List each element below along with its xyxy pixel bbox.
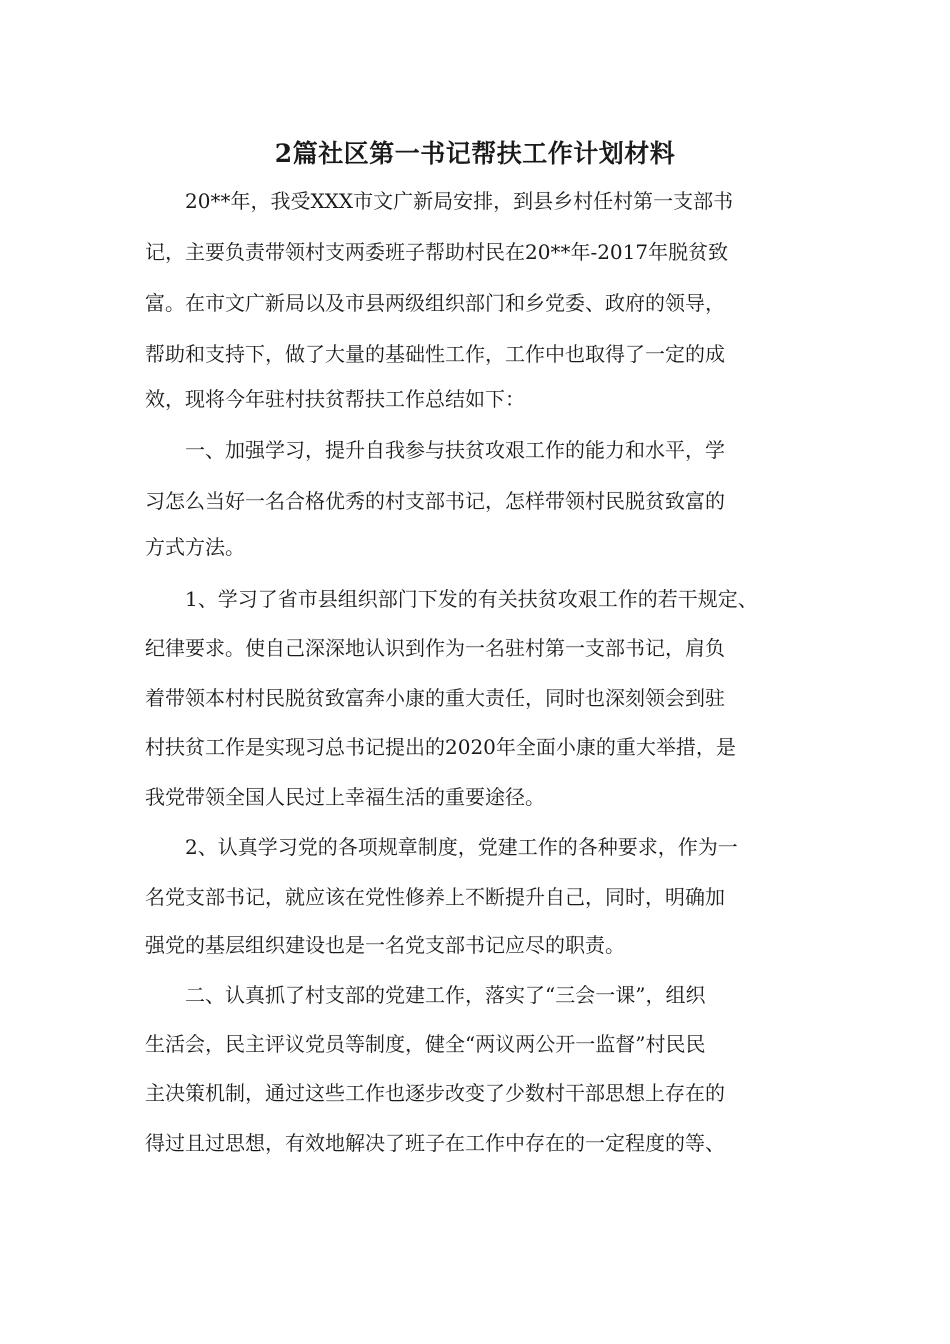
text-line: 名党支部书记，就应该在党性修养上不断提升自己，同时，明确加 <box>145 885 725 909</box>
text-line: 一、加强学习，提升自我参与扶贫攻艰工作的能力和水平，学 <box>145 438 725 462</box>
text-line: 帮助和支持下，做了大量的基础性工作，工作中也取得了一定的成 <box>145 342 725 366</box>
text-line: 效，现将今年驻村扶贫帮扶工作总结如下： <box>145 387 525 411</box>
text-line: 1、学习了省市县组织部门下发的有关扶贫攻艰工作的若干规定、 <box>145 587 758 611</box>
text-line: 习怎么当好一名合格优秀的村支部书记，怎样带领村民脱贫致富的 <box>145 489 725 513</box>
document-title: 2篇社区第一书记帮扶工作计划材料 <box>274 139 676 168</box>
text-line: 方式方法。 <box>145 535 245 559</box>
text-line: 纪律要求。使自己深深地认识到作为一名驻村第一支部书记，肩负 <box>145 636 725 660</box>
text-line: 记，主要负责带领村支两委班子帮助村民在20**年-2017年脱贫致 <box>145 240 729 264</box>
text-line: 我党带领全国人民过上幸福生活的重要途径。 <box>145 785 545 809</box>
text-line: 村扶贫工作是实现习总书记提出的2020年全面小康的重大举措，是 <box>145 735 736 759</box>
text-line: 着带领本村村民脱贫致富奔小康的重大责任，同时也深刻领会到驻 <box>145 686 725 710</box>
text-line: 生活会，民主评议党员等制度，健全“两议两公开一监督”村民民 <box>145 1032 706 1056</box>
text-line: 主决策机制，通过这些工作也逐步改变了少数村干部思想上存在的 <box>145 1081 725 1105</box>
text-line: 二、认真抓了村支部的党建工作，落实了“三会一课”，组织 <box>145 983 706 1007</box>
text-line: 强党的基层组织建设也是一名党支部书记应尽的职责。 <box>145 933 625 957</box>
text-line: 得过且过思想，有效地解决了班子在工作中存在的一定程度的等、 <box>145 1131 725 1155</box>
text-line: 富。在市文广新局以及市县两级组织部门和乡党委、政府的领导， <box>145 291 725 315</box>
text-line: 2、认真学习党的各项规章制度，党建工作的各种要求，作为一 <box>145 835 738 859</box>
text-line: 20**年，我受XXX市文广新局安排，到县乡村任村第一支部书 <box>145 189 734 213</box>
